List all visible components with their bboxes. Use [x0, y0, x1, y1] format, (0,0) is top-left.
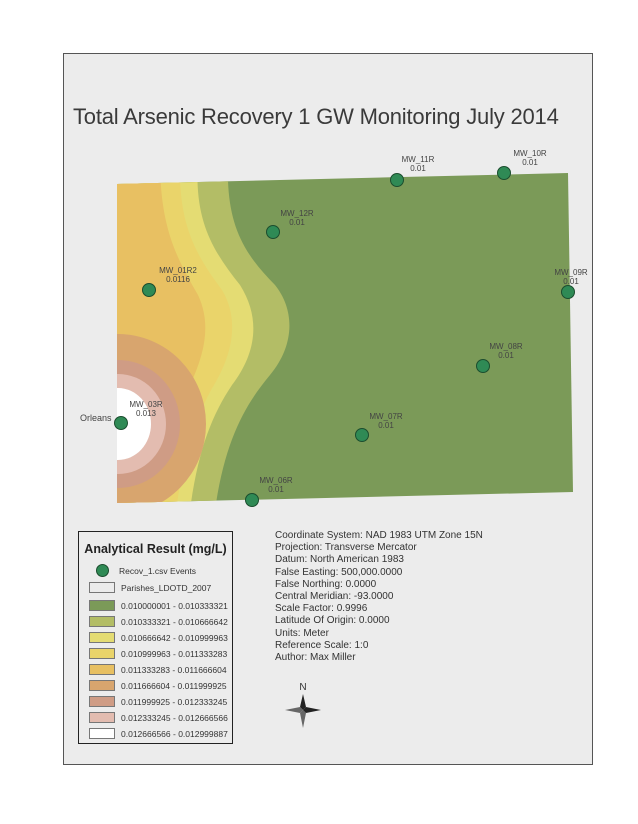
legend-class-swatch — [89, 600, 115, 611]
datum-text: Datum: North American 1983 — [275, 554, 404, 566]
well-marker — [498, 167, 511, 180]
well-value-label: 0.01 — [289, 218, 305, 227]
legend-class-row — [89, 663, 227, 676]
latitude-of-origin-text: Latitude Of Origin: 0.0000 — [275, 615, 390, 627]
well-value-label: 0.01 — [268, 485, 284, 494]
well-name-label: MW_10R — [513, 149, 547, 158]
legend-class-label: 0.010999963 - 0.011333283 — [121, 648, 228, 659]
map-info-block — [275, 530, 483, 664]
legend-class-label: 0.011999925 - 0.012333245 — [121, 696, 228, 707]
north-label: N — [299, 682, 307, 693]
legend-class-swatch — [89, 680, 115, 691]
legend-class-swatch — [89, 728, 115, 739]
well-name-label: MW_12R — [280, 209, 314, 218]
legend-class-label: 0.011333283 - 0.011666604 — [121, 664, 227, 675]
well-name-label: MW_03R — [129, 400, 163, 409]
legend-class-swatch — [89, 648, 115, 659]
coordinate-system-text: Coordinate System: NAD 1983 UTM Zone 15N — [275, 530, 483, 541]
legend-class-swatch — [89, 696, 115, 707]
legend-class-label: 0.010333321 - 0.010666642 — [121, 616, 228, 627]
well-name-label: MW_07R — [369, 412, 403, 421]
well-name-label: MW_06R — [259, 476, 293, 485]
author-text: Author: Max Miller — [275, 652, 356, 664]
parish-swatch — [89, 582, 115, 593]
well-marker — [562, 286, 575, 299]
place-label-orleans: Orleans — [80, 413, 112, 423]
well-value-label: 0.01 — [563, 277, 579, 286]
well-marker — [246, 494, 259, 507]
well-name-label: MW_11R — [401, 155, 435, 164]
well-marker — [115, 417, 128, 430]
legend-class-label: 0.010666642 - 0.010999963 — [121, 632, 228, 643]
well-value-label: 0.013 — [135, 409, 157, 418]
legend-title: Analytical Result (mg/L) — [84, 542, 227, 556]
false-northing-text: False Northing: 0.0000 — [275, 578, 377, 590]
legend-class-row — [89, 615, 228, 628]
well-value-label: 0.0116 — [166, 275, 190, 284]
legend-class-label: 0.011666604 - 0.011999925 — [121, 680, 227, 691]
legend-class-label: 0.012333245 - 0.012666566 — [121, 712, 228, 723]
well-value-label: 0.01 — [410, 164, 426, 173]
legend-class-row — [89, 727, 228, 740]
legend-parishes-label: Parishes_LDOTD_2007 — [121, 582, 212, 593]
legend-events-row — [89, 564, 196, 577]
well-marker-icon — [96, 564, 109, 577]
well-marker — [267, 226, 280, 239]
legend-class-row — [89, 711, 228, 724]
legend-class-row — [89, 647, 227, 660]
well-name-label: MW_08R — [489, 342, 523, 351]
legend-parishes-row — [89, 581, 211, 594]
well-name-label: MW_09R — [554, 268, 588, 277]
south-pointer — [300, 710, 306, 728]
legend-class-row — [89, 599, 228, 612]
north-arrow-icon — [300, 694, 306, 710]
legend-class-swatch — [89, 616, 115, 627]
units-text: Units: Meter — [275, 627, 329, 639]
well-marker — [356, 429, 369, 442]
projection-text: Projection: Transverse Mercator — [275, 542, 417, 554]
legend-class-row — [89, 695, 227, 708]
west-pointer — [285, 707, 303, 713]
legend-class-row — [89, 679, 227, 692]
legend — [78, 531, 233, 744]
legend-class-row — [89, 631, 228, 644]
well-marker — [143, 284, 156, 297]
north-arrow — [285, 682, 321, 728]
legend-events-label: Recov_1.csv Events — [119, 565, 197, 576]
legend-class-label: 0.010000001 - 0.010333321 — [121, 600, 228, 611]
false-easting-text: False Easting: 500,000.0000 — [275, 566, 403, 578]
reference-scale-text: Reference Scale: 1:0 — [275, 639, 369, 651]
legend-class-swatch — [89, 664, 115, 675]
central-meridian-text: Central Meridian: -93.0000 — [275, 591, 394, 603]
legend-class-swatch — [89, 632, 115, 643]
map-title: Total Arsenic Recovery 1 GW Monitoring July 2014 — [73, 104, 559, 129]
legend-class-swatch — [89, 712, 115, 723]
well-name-label: MW_01R2 — [159, 266, 197, 275]
well-marker — [477, 360, 490, 373]
well-marker — [391, 174, 404, 187]
scale-factor-text: Scale Factor: 0.9996 — [275, 603, 368, 615]
legend-class-label: 0.012666566 - 0.012999887 — [121, 728, 228, 739]
well-value-label: 0.01 — [498, 351, 514, 360]
east-pointer — [303, 707, 321, 713]
well-value-label: 0.01 — [522, 158, 538, 167]
well-value-label: 0.01 — [378, 421, 394, 430]
